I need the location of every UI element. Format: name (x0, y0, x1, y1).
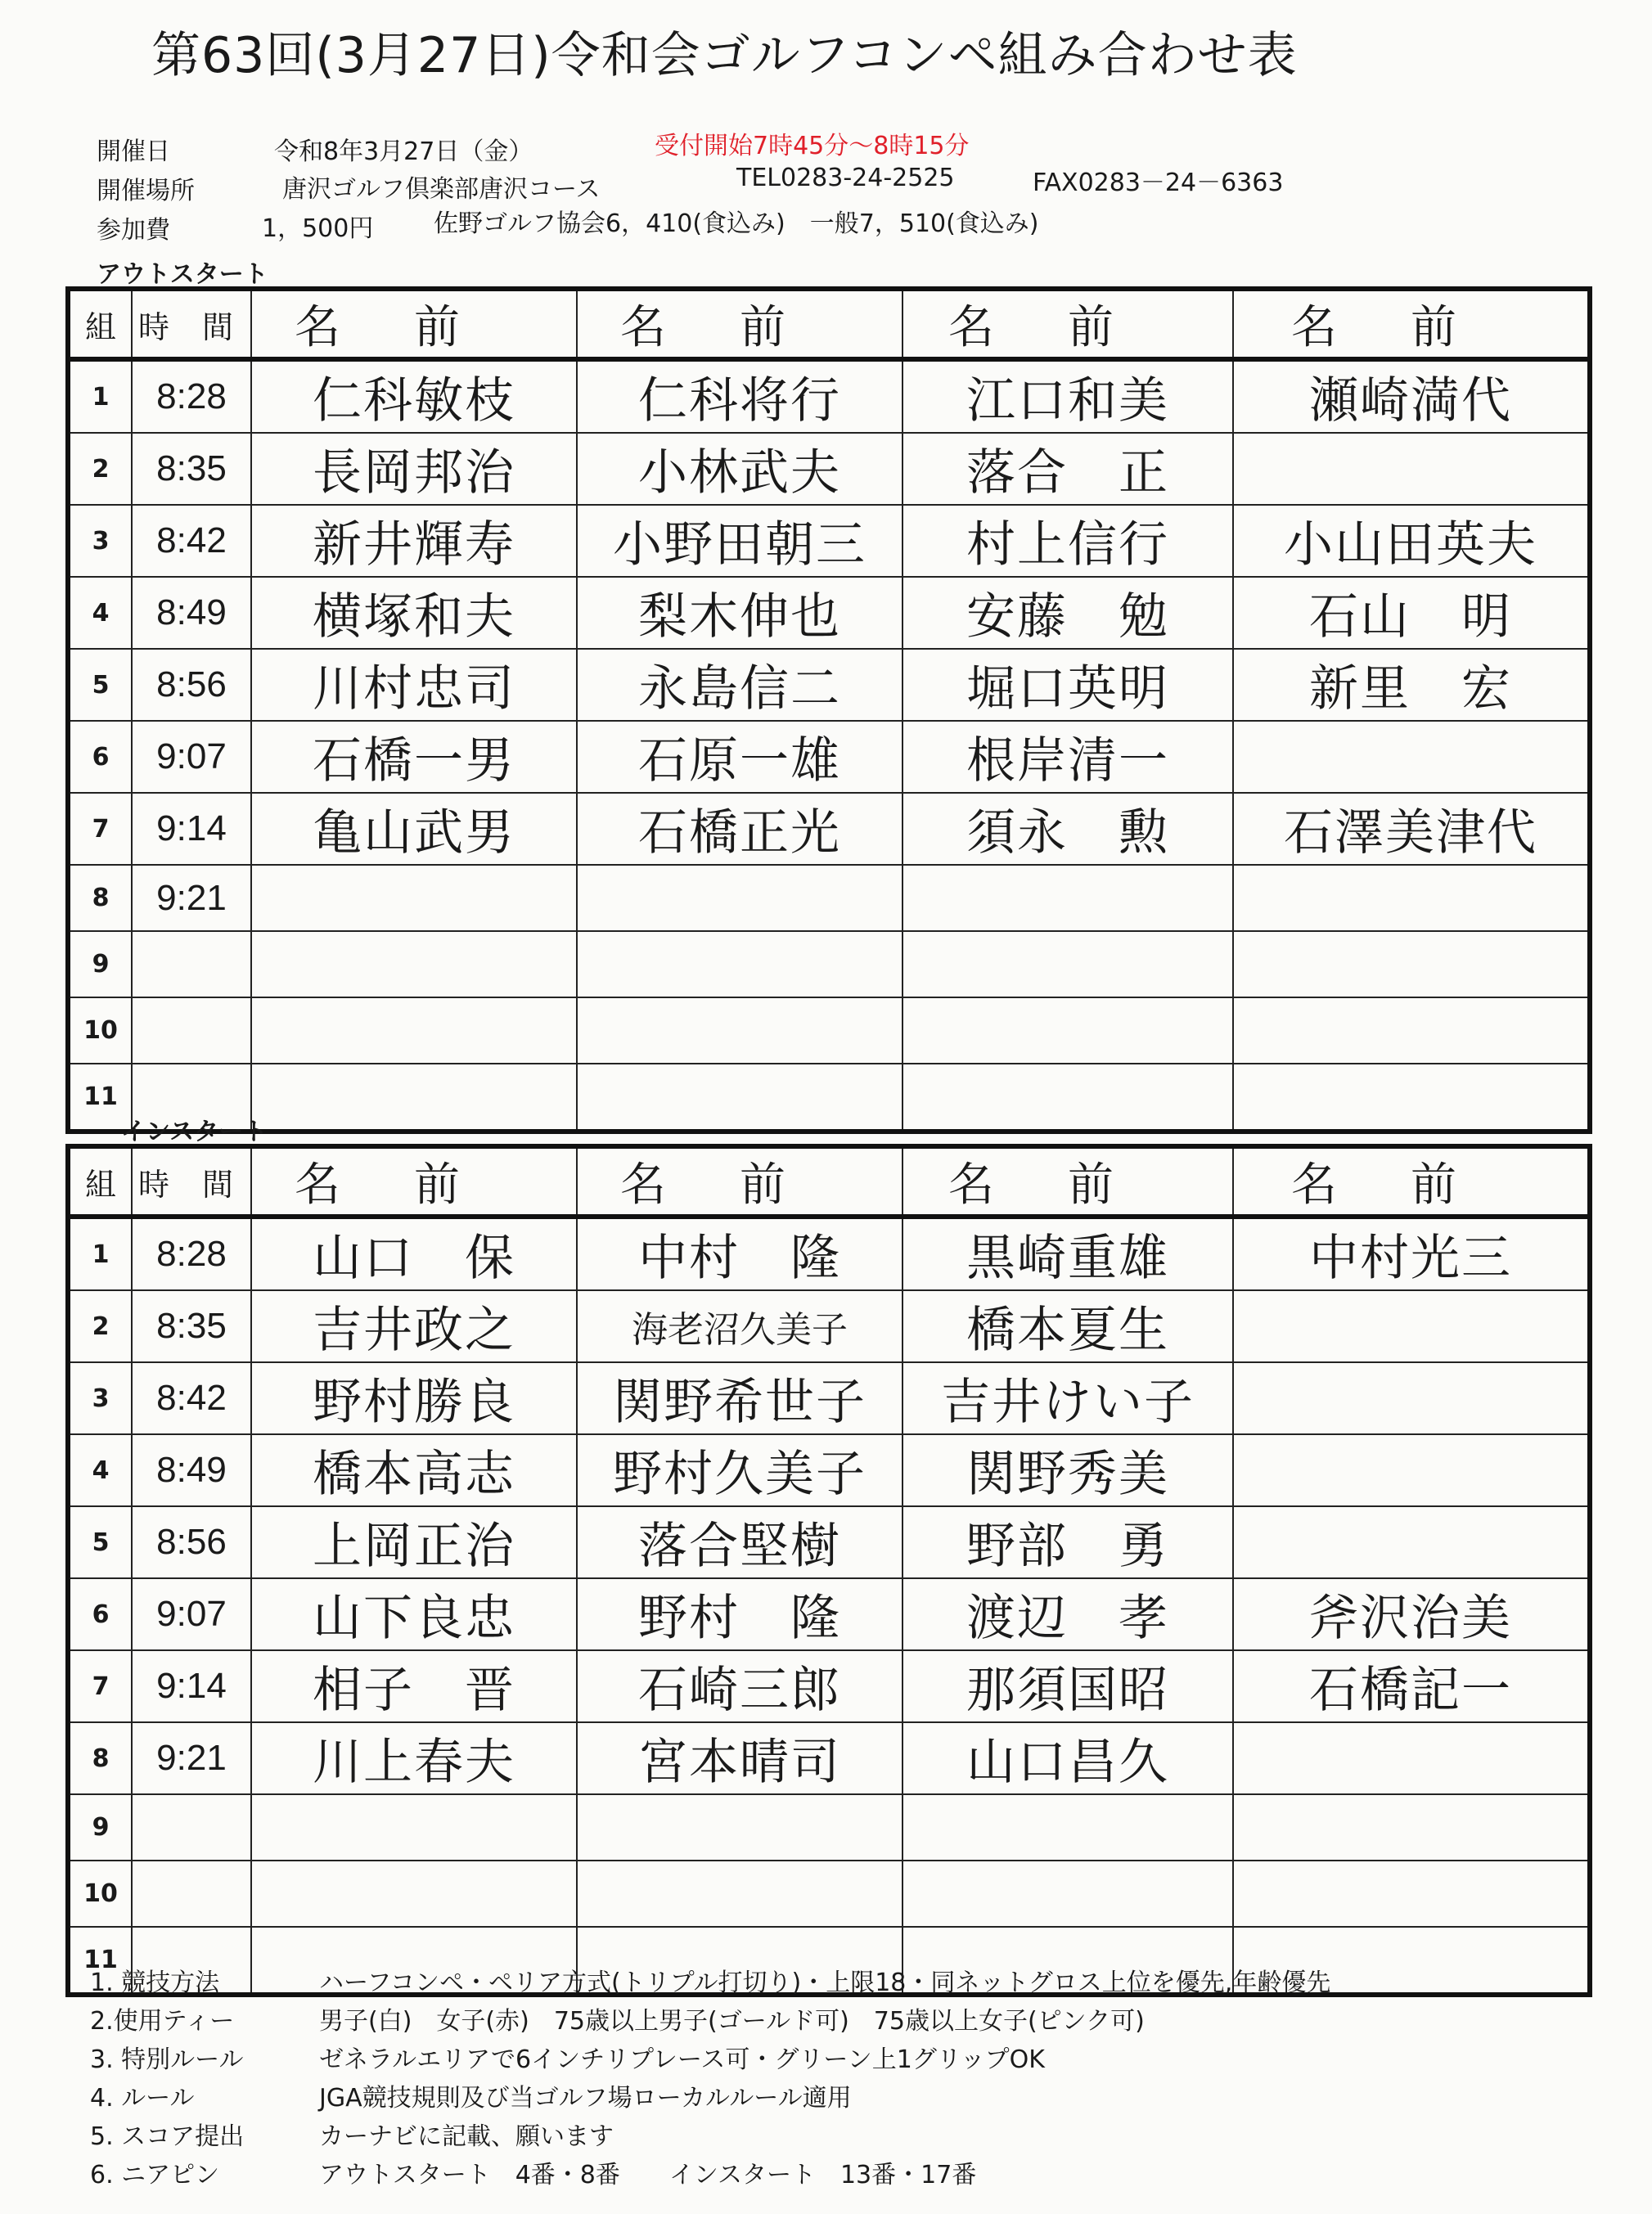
table-row (68, 1506, 1590, 1578)
rule-key: 4. ルール (90, 2084, 195, 2113)
player-name: 吉井政之 (251, 1290, 577, 1362)
tee-time (132, 1794, 251, 1861)
tee-time: 8:28 (132, 359, 251, 433)
time-header: 時 間 (132, 1146, 251, 1217)
player-name (1233, 865, 1590, 931)
tee-time (132, 931, 251, 997)
time-header: 時 間 (132, 289, 251, 359)
rule-item (90, 2154, 976, 2190)
group-number: 5 (68, 1506, 132, 1578)
player-name: 落合堅樹 (577, 1506, 903, 1578)
player-name: 関野希世子 (577, 1362, 903, 1434)
group-header: 組 (68, 289, 132, 359)
rule-key: 6. ニアピン (90, 2161, 220, 2189)
table-row (68, 1290, 1590, 1362)
player-name: 石山 明 (1233, 577, 1590, 649)
player-name (577, 865, 903, 931)
player-name: 根岸清一 (903, 721, 1233, 793)
player-name (903, 865, 1233, 931)
player-name (577, 1064, 903, 1132)
player-name: 石崎三郎 (577, 1650, 903, 1722)
rule-value: アウトスタート 4番・8番 インスタート 13番・17番 (319, 2161, 977, 2189)
player-name: 石原一雄 (577, 721, 903, 793)
player-name (251, 1064, 577, 1132)
player-name: 梨木伸也 (577, 577, 903, 649)
player-name (1233, 997, 1590, 1064)
player-name: 吉井けい子 (903, 1362, 1233, 1434)
rule-item (90, 2039, 1045, 2075)
player-name (251, 997, 577, 1064)
group-number: 9 (68, 1794, 132, 1861)
player-name: 宮本晴司 (577, 1722, 903, 1794)
rules-section (90, 1962, 1628, 2199)
player-name (903, 1861, 1233, 1927)
name-header: 名前 (903, 1146, 1233, 1217)
player-name: 亀山武男 (251, 793, 577, 865)
tee-time: 9:21 (132, 1722, 251, 1794)
group-number: 6 (68, 1578, 132, 1650)
player-name: 横塚和夫 (251, 577, 577, 649)
player-name (251, 1861, 577, 1927)
name-header: 名前 (577, 1146, 903, 1217)
date-label: 開催日 (97, 137, 170, 166)
fee-note: 佐野ゴルフ協会6，410(食込み) 一般7，510(食込み) (434, 209, 1039, 238)
date-value: 令和8年3月27日（金） (274, 137, 533, 166)
tel-number: TEL0283-24-2525 (736, 164, 955, 192)
player-name (1233, 433, 1590, 505)
name-header: 名前 (1233, 289, 1590, 359)
rule-value: ゼネラルエリアで6インチリプレース可・グリーン上1グリップOK (319, 2045, 1045, 2074)
tee-time: 8:35 (132, 1290, 251, 1362)
table-row (68, 1861, 1590, 1927)
player-name (1233, 1362, 1590, 1434)
tee-time: 8:28 (132, 1217, 251, 1290)
tee-time: 8:49 (132, 577, 251, 649)
player-name: 橋本夏生 (903, 1290, 1233, 1362)
player-name: 石澤美津代 (1233, 793, 1590, 865)
page-title: 第63回(3月27日)令和会ゴルフコンペ組み合わせ表 (151, 27, 1298, 84)
player-name: 渡辺 孝 (903, 1578, 1233, 1650)
table-row (68, 931, 1590, 997)
group-number: 5 (68, 649, 132, 721)
player-name: 野村久美子 (577, 1434, 903, 1506)
name-header: 名前 (251, 289, 577, 359)
table-row (68, 433, 1590, 505)
in-start-table (65, 1144, 1592, 1997)
tee-time (132, 1861, 251, 1927)
player-name (1233, 931, 1590, 997)
group-number: 1 (68, 359, 132, 433)
player-name: 橋本高志 (251, 1434, 577, 1506)
group-number: 3 (68, 1362, 132, 1434)
player-name (251, 1794, 577, 1861)
player-name: 野部 勇 (903, 1506, 1233, 1578)
player-name (577, 931, 903, 997)
group-number: 6 (68, 721, 132, 793)
player-name: 江口和美 (903, 359, 1233, 433)
player-name (1233, 1290, 1590, 1362)
table-row (68, 505, 1590, 577)
tee-time: 8:56 (132, 1506, 251, 1578)
group-number: 2 (68, 1290, 132, 1362)
table-row (68, 1217, 1590, 1290)
in-start-label: インスタート (121, 1118, 268, 1146)
tee-time: 9:07 (132, 1578, 251, 1650)
player-name (903, 997, 1233, 1064)
player-name (1233, 1506, 1590, 1578)
name-header: 名前 (903, 289, 1233, 359)
fee-value: 1，500円 (262, 214, 374, 243)
player-name: 小野田朝三 (577, 505, 903, 577)
player-name: 川上春夫 (251, 1722, 577, 1794)
player-name: 山口 保 (251, 1217, 577, 1290)
group-number: 9 (68, 931, 132, 997)
player-name: 斧沢治美 (1233, 1578, 1590, 1650)
table-row (68, 1578, 1590, 1650)
player-name: 仁科将行 (577, 359, 903, 433)
group-number: 11 (68, 1064, 132, 1132)
player-name: 永島信二 (577, 649, 903, 721)
player-name: 新里 宏 (1233, 649, 1590, 721)
tee-time: 8:35 (132, 433, 251, 505)
tee-time: 9:21 (132, 865, 251, 931)
rule-key: 1. 競技方法 (90, 1969, 220, 1997)
player-name: 黒崎重雄 (903, 1217, 1233, 1290)
table-row (68, 1650, 1590, 1722)
player-name: 山口昌久 (903, 1722, 1233, 1794)
player-name: 瀬崎満代 (1233, 359, 1590, 433)
table-row (68, 359, 1590, 433)
player-name: 海老沼久美子 (577, 1290, 903, 1362)
rule-value: カーナビに記載、願います (319, 2122, 614, 2151)
player-name: 仁科敏枝 (251, 359, 577, 433)
fax-number: FAX0283－24－6363 (1033, 169, 1284, 197)
rule-item (90, 2077, 852, 2113)
table-row (68, 1362, 1590, 1434)
player-name: 長岡邦治 (251, 433, 577, 505)
table-row (68, 865, 1590, 931)
table-row (68, 1064, 1590, 1132)
player-name: 中村 隆 (577, 1217, 903, 1290)
name-header: 名前 (251, 1146, 577, 1217)
player-name (251, 931, 577, 997)
tee-time: 8:42 (132, 505, 251, 577)
name-header: 名前 (1233, 1146, 1590, 1217)
player-name: 上岡正治 (251, 1506, 577, 1578)
player-name: 小山田英夫 (1233, 505, 1590, 577)
player-name: 中村光三 (1233, 1217, 1590, 1290)
player-name (903, 1064, 1233, 1132)
rule-key: 5. スコア提出 (90, 2122, 245, 2151)
player-name: 安藤 勉 (903, 577, 1233, 649)
tee-time: 8:56 (132, 649, 251, 721)
player-name: 那須国昭 (903, 1650, 1233, 1722)
table-row (68, 1434, 1590, 1506)
tee-time: 9:14 (132, 793, 251, 865)
group-number: 4 (68, 577, 132, 649)
player-name: 野村勝良 (251, 1362, 577, 1434)
tee-time: 9:14 (132, 1650, 251, 1722)
player-name: 落合 正 (903, 433, 1233, 505)
player-name (1233, 1434, 1590, 1506)
rule-key: 2.使用ティー (90, 2007, 235, 2036)
player-name: 川村忠司 (251, 649, 577, 721)
group-number: 2 (68, 433, 132, 505)
player-name (903, 931, 1233, 997)
group-number: 8 (68, 1722, 132, 1794)
venue-label: 開催場所 (97, 177, 195, 205)
rule-item (90, 2000, 1145, 2036)
player-name: 新井輝寿 (251, 505, 577, 577)
name-header: 名前 (577, 289, 903, 359)
group-number: 7 (68, 793, 132, 865)
group-number: 3 (68, 505, 132, 577)
player-name (1233, 1722, 1590, 1794)
table-row (68, 721, 1590, 793)
player-name: 野村 隆 (577, 1578, 903, 1650)
rule-key: 3. 特別ルール (90, 2045, 244, 2074)
player-name (577, 1794, 903, 1861)
group-number: 4 (68, 1434, 132, 1506)
rule-item (90, 1962, 1330, 1998)
player-name (1233, 1794, 1590, 1861)
table-row (68, 997, 1590, 1064)
table-row (68, 577, 1590, 649)
player-name (577, 997, 903, 1064)
out-start-table (65, 286, 1592, 1134)
rule-item (90, 2116, 614, 2152)
player-name (251, 865, 577, 931)
table-row (68, 1794, 1590, 1861)
table-row (68, 1722, 1590, 1794)
reception-time: 受付開始7時45分～8時15分 (655, 132, 970, 160)
player-name (1233, 1064, 1590, 1132)
player-name: 相子 晋 (251, 1650, 577, 1722)
player-name: 村上信行 (903, 505, 1233, 577)
tee-time: 8:42 (132, 1362, 251, 1434)
rule-value: ハーフコンペ・ペリア方式(トリプル打切り)・上限18・同ネットグロス上位を優先,年齢優先 (319, 1969, 1331, 1997)
player-name: 石橋記一 (1233, 1650, 1590, 1722)
venue-value: 唐沢ゴルフ倶楽部唐沢コース (282, 175, 601, 204)
rule-value: JGA競技規則及び当ゴルフ場ローカルルール適用 (319, 2084, 852, 2113)
table-row (68, 793, 1590, 865)
tee-time: 8:49 (132, 1434, 251, 1506)
group-number: 1 (68, 1217, 132, 1290)
player-name: 石橋一男 (251, 721, 577, 793)
player-name: 須永 勲 (903, 793, 1233, 865)
group-number: 11 (68, 1927, 132, 1995)
table-header-row (68, 289, 1590, 359)
player-name: 小林武夫 (577, 433, 903, 505)
fee-label: 参加費 (97, 216, 170, 245)
table-header-row (68, 1146, 1590, 1217)
player-name: 堀口英明 (903, 649, 1233, 721)
out-start-label: アウトスタート (97, 260, 268, 289)
player-name: 石橋正光 (577, 793, 903, 865)
group-number: 10 (68, 1861, 132, 1927)
player-name (1233, 1861, 1590, 1927)
player-name: 山下良忠 (251, 1578, 577, 1650)
player-name (903, 1794, 1233, 1861)
table-row (68, 649, 1590, 721)
player-name (577, 1861, 903, 1927)
group-number: 7 (68, 1650, 132, 1722)
group-number: 8 (68, 865, 132, 931)
group-header: 組 (68, 1146, 132, 1217)
tee-time: 9:07 (132, 721, 251, 793)
player-name (1233, 721, 1590, 793)
tee-time (132, 997, 251, 1064)
rule-value: 男子(白) 女子(赤) 75歳以上男子(ゴールド可) 75歳以上女子(ピンク可) (319, 2007, 1145, 2036)
group-number: 10 (68, 997, 132, 1064)
player-name: 関野秀美 (903, 1434, 1233, 1506)
